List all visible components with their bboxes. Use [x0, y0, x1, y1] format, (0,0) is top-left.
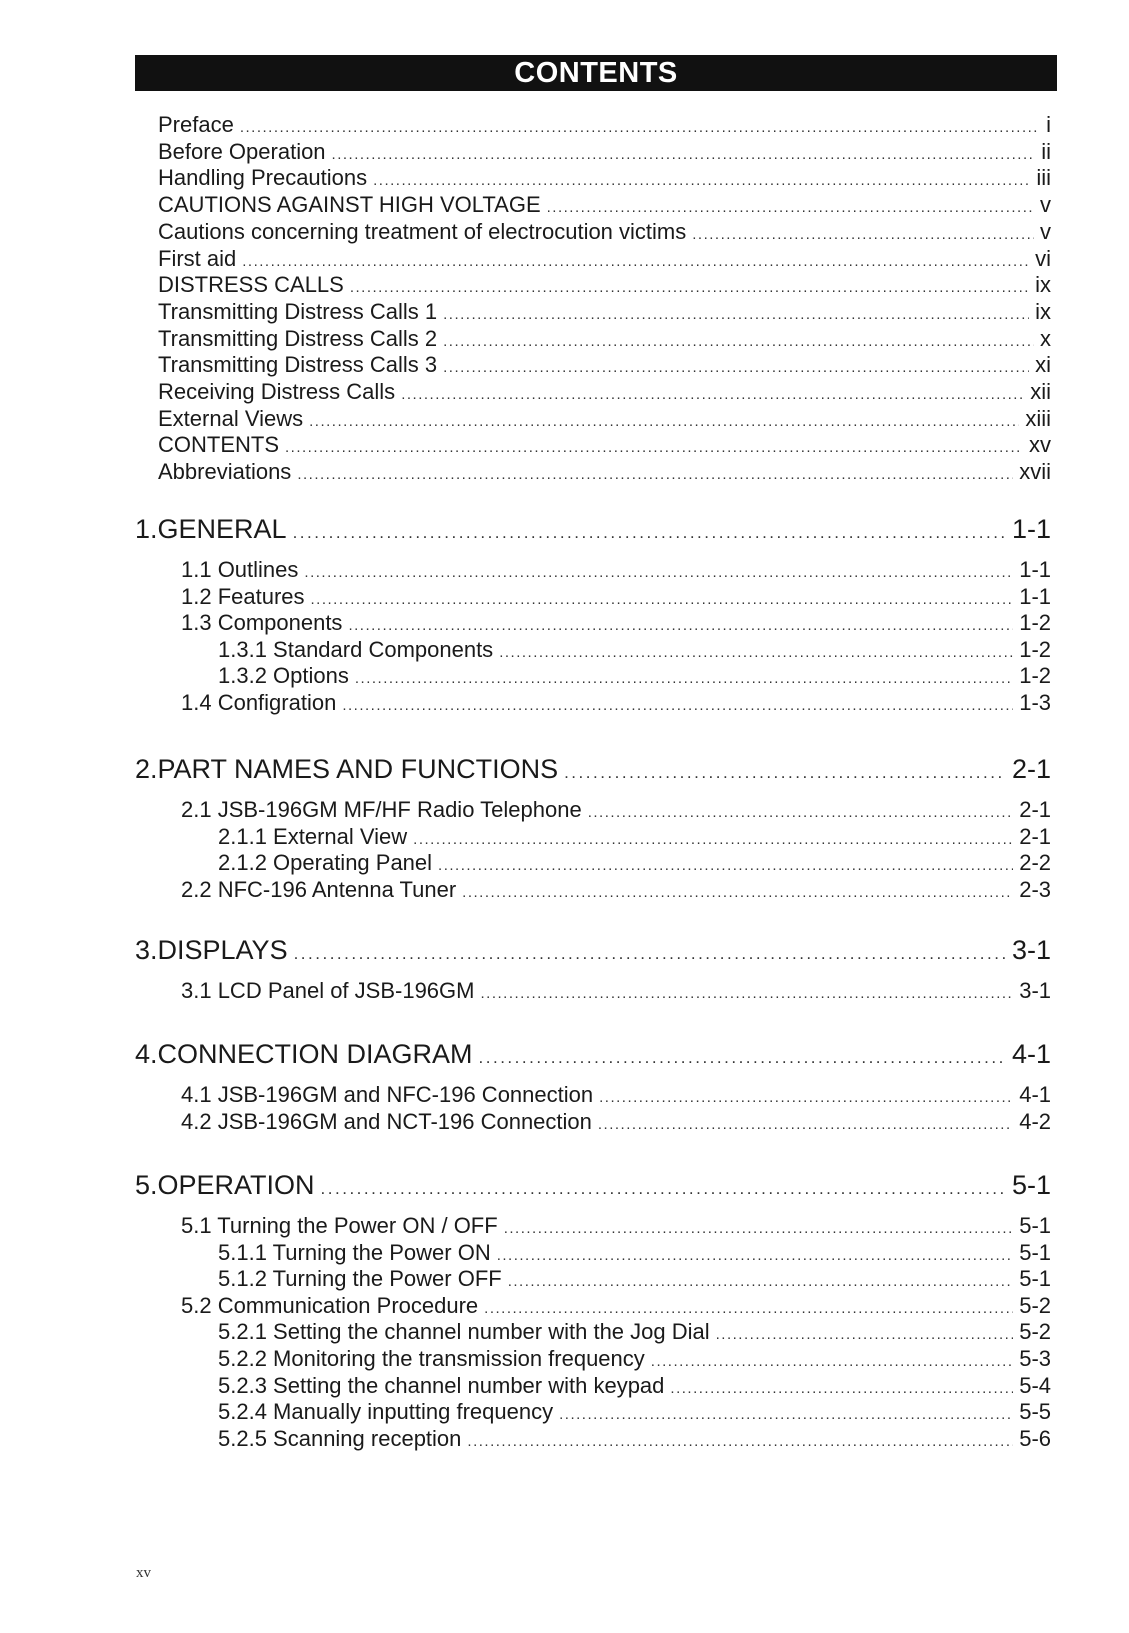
subsection-entry-title: 5.1.2 Turning the Power OFF [218, 1266, 502, 1291]
section-entry-title: 2.1 JSB-196GM MF/HF Radio Telephone [181, 797, 582, 822]
section-entry [181, 977, 1051, 1008]
front-matter-entry-title: CAUTIONS AGAINST HIGH VOLTAGE [158, 192, 541, 217]
front-matter-entry-title: Transmitting Distress Calls 2 [158, 326, 438, 351]
subsection-entry-page-number: 5-5 [1019, 1399, 1051, 1424]
front-matter-entry-page-number: xiii [1025, 406, 1051, 431]
chapter-heading-title: 3.DISPLAYS [135, 935, 288, 965]
subsection-entry-title: 5.1.1 Turning the Power ON [218, 1240, 491, 1265]
front-matter-entry [158, 458, 1051, 489]
front-matter-entry-page-number: iii [1036, 165, 1051, 190]
subsection-entry-page-number: 5-2 [1019, 1319, 1051, 1344]
subsection-entry-page-number: 1-2 [1019, 637, 1051, 662]
front-matter-entry-title: Transmitting Distress Calls 1 [158, 299, 438, 324]
subsection-entry-title: 5.2.3 Setting the channel number with keypad [218, 1373, 665, 1398]
section-entry-title: 4.1 JSB-196GM and NFC-196 Connection [181, 1082, 594, 1107]
section-entry-page-number: 5-2 [1019, 1293, 1051, 1318]
page-folio: xv [136, 1565, 151, 1581]
chapter-heading [135, 752, 1051, 790]
dot-leader [321, 1172, 1006, 1206]
subsection-entry-title: 5.2.2 Monitoring the transmission frequency [218, 1346, 645, 1371]
section-entry-page-number: 2-1 [1019, 797, 1051, 822]
front-matter-entry-page-number: vi [1035, 246, 1051, 271]
chapter-heading-title: 5.OPERATION [135, 1170, 315, 1200]
section-entry-title: 5.2 Communication Procedure [181, 1293, 479, 1318]
front-matter-entry-title: Transmitting Distress Calls 3 [158, 352, 438, 377]
chapter-heading-title: 4.CONNECTION DIAGRAM [135, 1039, 473, 1069]
subsection-entry-page-number: 5-1 [1019, 1266, 1051, 1291]
contents-banner: CONTENTS [135, 55, 1057, 91]
chapter-heading-title: 1.GENERAL [135, 514, 287, 544]
front-matter-entry-title: External Views [158, 406, 304, 431]
chapter-heading [135, 512, 1051, 550]
dot-leader [479, 1041, 1006, 1075]
subsection-entry [218, 1425, 1051, 1456]
section-entry-title: 5.1 Turning the Power ON / OFF [181, 1213, 498, 1238]
dot-leader [342, 692, 1013, 720]
dot-leader [297, 461, 1013, 489]
section-entry-title: 1.3 Components [181, 610, 343, 635]
subsection-entry-page-number: 5-6 [1019, 1426, 1051, 1451]
dot-leader [467, 1428, 1013, 1456]
section-entry-page-number: 1-1 [1019, 557, 1051, 582]
subsection-entry-title: 2.1.2 Operating Panel [218, 850, 433, 875]
front-matter-entry-title: Before Operation [158, 139, 326, 164]
front-matter-entry-page-number: v [1040, 219, 1051, 244]
section-entry-title: 1.2 Features [181, 584, 305, 609]
front-matter-entry-page-number: ii [1041, 139, 1051, 164]
front-matter-entry-title: Preface [158, 112, 234, 137]
front-matter-entry-title: First aid [158, 246, 237, 271]
section-entry [181, 689, 1051, 720]
dot-leader [480, 980, 1013, 1008]
section-entry-page-number: 1-1 [1019, 584, 1051, 609]
section-entry-page-number: 1-3 [1019, 690, 1051, 715]
subsection-entry-title: 5.2.5 Scanning reception [218, 1426, 462, 1451]
subsection-entry-page-number: 5-4 [1019, 1373, 1051, 1398]
front-matter-entry-page-number: ix [1035, 272, 1051, 297]
chapter-heading-page-number: 5-1 [1011, 1170, 1051, 1200]
chapter-heading-page-number: 4-1 [1011, 1039, 1051, 1069]
front-matter-entry-page-number: v [1040, 192, 1051, 217]
subsection-entry-title: 2.1.1 External View [218, 824, 408, 849]
chapter-heading-page-number: 3-1 [1011, 935, 1051, 965]
chapter-heading [135, 1168, 1051, 1206]
section-entry-page-number: 2-3 [1019, 877, 1051, 902]
front-matter-entry-page-number: x [1040, 326, 1051, 351]
section-entry-page-number: 4-2 [1019, 1109, 1051, 1134]
subsection-entry-title: 5.2.4 Manually inputting frequency [218, 1399, 554, 1424]
subsection-entry-page-number: 2-1 [1019, 824, 1051, 849]
section-entry-title: 1.4 Configration [181, 690, 337, 715]
front-matter-entry-title: Cautions concerning treatment of electrocution victims [158, 219, 687, 244]
chapter-heading-page-number: 1-1 [1011, 514, 1051, 544]
section-entry-title: 1.1 Outlines [181, 557, 299, 582]
front-matter-entry-title: Abbreviations [158, 459, 292, 484]
chapter-heading-title: 2.PART NAMES AND FUNCTIONS [135, 754, 559, 784]
section-entry-page-number: 3-1 [1019, 978, 1051, 1003]
subsection-entry-page-number: 1-2 [1019, 663, 1051, 688]
front-matter-entry-page-number: ix [1035, 299, 1051, 324]
section-entry [181, 876, 1051, 907]
dot-leader [598, 1111, 1013, 1139]
dot-leader [564, 756, 1006, 790]
section-entry-title: 2.2 NFC-196 Antenna Tuner [181, 877, 457, 902]
subsection-entry-page-number: 2-2 [1019, 850, 1051, 875]
front-matter-entry-page-number: xv [1029, 432, 1051, 457]
subsection-entry-page-number: 5-1 [1019, 1240, 1051, 1265]
dot-leader [293, 516, 1006, 550]
front-matter-entry-page-number: i [1046, 112, 1051, 137]
subsection-entry-page-number: 5-3 [1019, 1346, 1051, 1371]
front-matter-entry-title: Receiving Distress Calls [158, 379, 396, 404]
front-matter-entry-title: Handling Precautions [158, 165, 368, 190]
chapter-heading [135, 1037, 1051, 1075]
section-entry [181, 1108, 1051, 1139]
front-matter-entry-title: DISTRESS CALLS [158, 272, 344, 297]
front-matter-entry-page-number: xvii [1019, 459, 1051, 484]
section-entry-title: 4.2 JSB-196GM and NCT-196 Connection [181, 1109, 592, 1134]
section-entry-page-number: 5-1 [1019, 1213, 1051, 1238]
subsection-entry-title: 1.3.1 Standard Components [218, 637, 494, 662]
dot-leader [462, 879, 1013, 907]
dot-leader [294, 937, 1006, 971]
front-matter-entry-page-number: xi [1035, 352, 1051, 377]
subsection-entry-title: 5.2.1 Setting the channel number with the Jog Dial [218, 1319, 710, 1344]
chapter-heading [135, 933, 1051, 971]
subsection-entry-title: 1.3.2 Options [218, 663, 349, 688]
section-entry-page-number: 1-2 [1019, 610, 1051, 635]
section-entry-page-number: 4-1 [1019, 1082, 1051, 1107]
chapter-heading-page-number: 2-1 [1011, 754, 1051, 784]
front-matter-entry-title: CONTENTS [158, 432, 279, 457]
section-entry-title: 3.1 LCD Panel of JSB-196GM [181, 978, 475, 1003]
front-matter-entry-page-number: xii [1030, 379, 1051, 404]
